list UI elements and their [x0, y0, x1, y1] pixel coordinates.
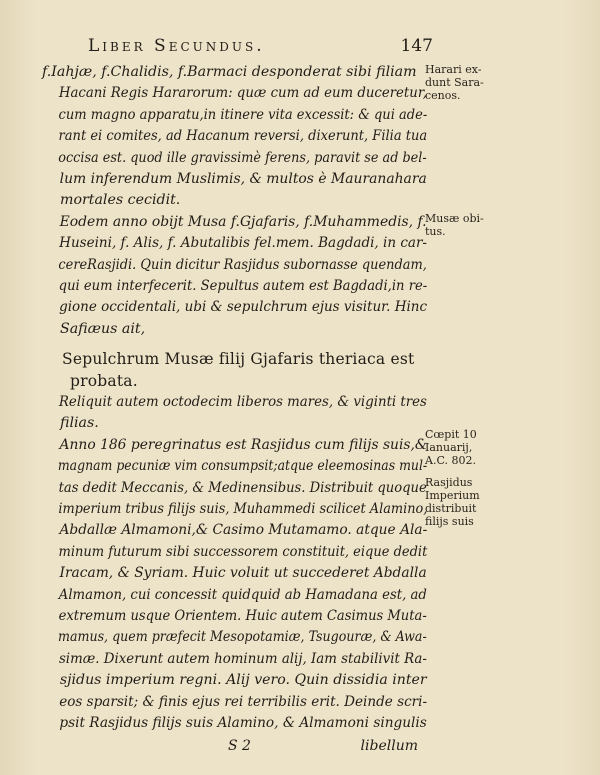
margin-note-coepit: Cœpit 10 Ianuarij, A.C. 802.	[425, 428, 477, 467]
text-line: Huseini, f. Alis, f. Abutalibis fel.mem. Bagdadi, in car-	[59, 235, 428, 252]
text-line: Reliquit autem octodecim liberos mares, & viginti tres	[58, 394, 427, 411]
text-line: Abdallæ Almamoni,& Casimo Mutamamo. atque Ala-	[59, 522, 428, 539]
text-line: cereRasjidi. Quin dicitur Rasjidus subornasse quendam,	[58, 256, 427, 273]
text-line: Eodem anno obijt Musa f.Gjafaris, f.Muhammedis, f.	[59, 213, 427, 230]
spacer	[42, 340, 427, 348]
margin-note-rasjidus: Rasjidus Imperium distribuit filijs suis	[425, 476, 480, 528]
text-line: magnam pecuniæ vim consumpsit;atque eleemosinas mul-	[57, 458, 428, 475]
signature-mark: S 2	[228, 738, 251, 754]
margin-note-musae-obitus: Musæ obi- tus.	[425, 212, 484, 238]
page-footer	[228, 738, 418, 754]
catchword: libellum	[360, 738, 418, 754]
text-line: f.Iahjæ, f.Chalidis, f.Barmaci desponderat sibi filiam	[42, 64, 417, 80]
text-line: cum magno apparatu,in itinere vita excessit: & qui ade-	[58, 106, 428, 123]
body-text	[42, 62, 427, 734]
text-line: Anno 186 peregrinatus est Rasjidus cum filijs suis,&	[59, 436, 428, 453]
margin-note-harari: Harari ex- dunt Sara- cenos.	[425, 63, 484, 102]
running-head: Liber Secundus.	[88, 36, 265, 56]
text-line: filias.	[60, 415, 99, 432]
text-line: eos sparsit; & finis ejus rei terribilis erit. Deinde scri-	[59, 693, 428, 710]
text-line: rant ei comites, ad Hacanum reversi, dixerunt, Filia tua	[58, 128, 428, 145]
text-line: qui eum interfecerit. Sepultus autem est Bagdadi,in re-	[58, 277, 428, 294]
text-line: minum futurum sibi successorem constituit, eique dedit	[58, 543, 428, 560]
text-line: Safiæus ait,	[60, 320, 146, 337]
text-line: mamus, quem præfecit Mesopotamiæ, Tsugouræ, & Awa-	[58, 629, 427, 646]
text-line: occisa est. quod ille gravissimè ferens, paravit se ad bel-	[58, 149, 427, 166]
verse-line: Sepulchrum Musæ filij Gjafaris theriaca est	[62, 350, 415, 369]
page-header	[88, 36, 433, 56]
text-line: Almamon, cui concessit quidquid ab Hamadana est, ad	[58, 586, 427, 603]
text-line: gione occidentali, ubi & sepulchrum ejus visitur. Hinc	[59, 299, 428, 316]
text-line: imperium tribus filijs suis, Muhammedi scilicet Alamino,	[58, 501, 428, 518]
text-line: extremum usque Orientem. Huic autem Casimus Muta-	[58, 607, 427, 624]
text-line: mortales cecidit.	[60, 192, 181, 209]
page-number: 147	[400, 36, 433, 56]
text-line: Hacani Regis Hararorum: quæ cum ad eum duceretur,	[58, 85, 427, 102]
text-line: lum inferendum Muslimis, & multos è Mauranahara	[59, 170, 427, 187]
verse-line: probata.	[70, 372, 138, 391]
text-line: Iracam, & Syriam. Huic voluit ut succederet Abdalla	[59, 565, 427, 582]
text-line: sjidus imperium regni. Alij vero. Quin dissidia inter	[59, 672, 427, 689]
text-line: simæ. Dixerunt autem hominum alij, Iam stabilivit Ra-	[58, 650, 427, 667]
text-line: tas dedit Meccanis, & Medinensibus. Distribuit quoque	[58, 479, 427, 496]
text-line: psit Rasjidus filijs suis Alamino, & Almamoni singulis	[59, 714, 427, 731]
